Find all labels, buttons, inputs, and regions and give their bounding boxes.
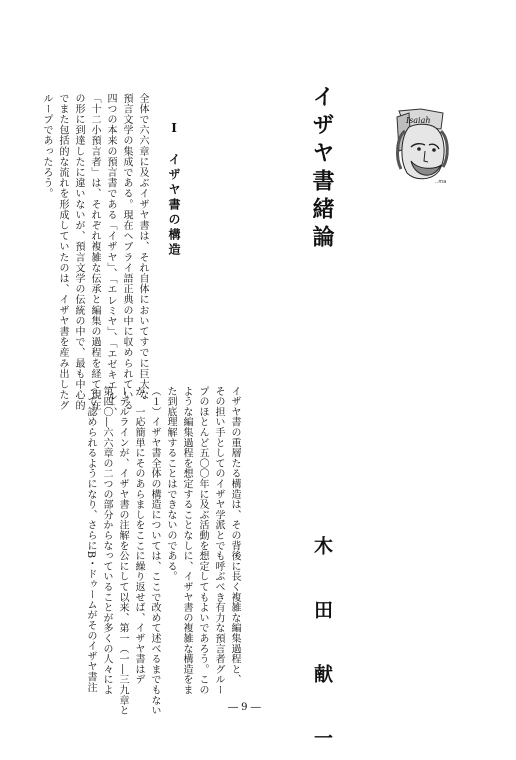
text-line: イザヤ書の重層たる構造は、その背後に長く複雑な編集過程と、 [229, 386, 240, 685]
text-line: 四つの本来の預言書である「イザヤ」、「エレミヤ」、「エゼキエル」、 [105, 93, 116, 418]
text-line: （１）イザヤ書全体の構造については、ここで改めて述べるまでもない [149, 386, 160, 716]
text-line: ループであったろう。 [41, 93, 52, 199]
text-line: 全体で六六章に及ぶイザヤ書は、それ自体においてすでに巨大な [137, 93, 148, 401]
illustration-label: Isaiah [406, 116, 431, 125]
top-paragraph [38, 93, 150, 418]
isaiah-illustration [391, 107, 451, 185]
text-line: その担い手としてのイザヤ学派とでも呼ぶべき有力な預言者グルー [213, 386, 224, 695]
text-line: た到底理解することはできないのである。 [165, 386, 176, 582]
text-line: って認められるようになり、さらにB・ドゥームがそのイザヤ書注 [85, 386, 96, 693]
page-number: ― 9 ― [228, 702, 261, 713]
section-heading: Ⅰ イザヤ書の構造 [167, 121, 181, 258]
text-line: でまた包括的な流れを形成していたのは、イザヤ書を産み出したグ [57, 93, 68, 411]
text-line: が、一応簡単にそのあらましをここに繰り返せば、イザヤ書はデ [133, 386, 144, 685]
text-line: 預言文学の集成である。現在ヘブライ語正典の中に収められている [121, 93, 132, 411]
illustration-caption: ‥ma [435, 179, 447, 185]
text-line: 「十二小預言者」は、それぞれ複雑な伝承と編集の過程を経て現在 [89, 93, 100, 411]
author-name: 木 田 献 一 [311, 536, 333, 760]
text-line: プのほとんど五〇〇年に及ぶ活動を想定してもよいであろう。この [197, 386, 208, 695]
text-line: 第四〇―六六章の二つの部分からなっていることが多くの人々によ [101, 386, 112, 695]
article-title: イザヤ書緒論 [309, 85, 335, 253]
text-line: ような編集過程を想定することなしに、イザヤ書の複雑な構造をま [181, 386, 192, 695]
text-line: ーデルラインが、イザヤ書の注解を公にして以来、第一（一―三九章と [117, 386, 128, 716]
bottom-paragraph [82, 386, 242, 716]
text-line: の形に到達したに違いないが、預言文学の伝統の中で、最も中心的 [73, 93, 84, 411]
